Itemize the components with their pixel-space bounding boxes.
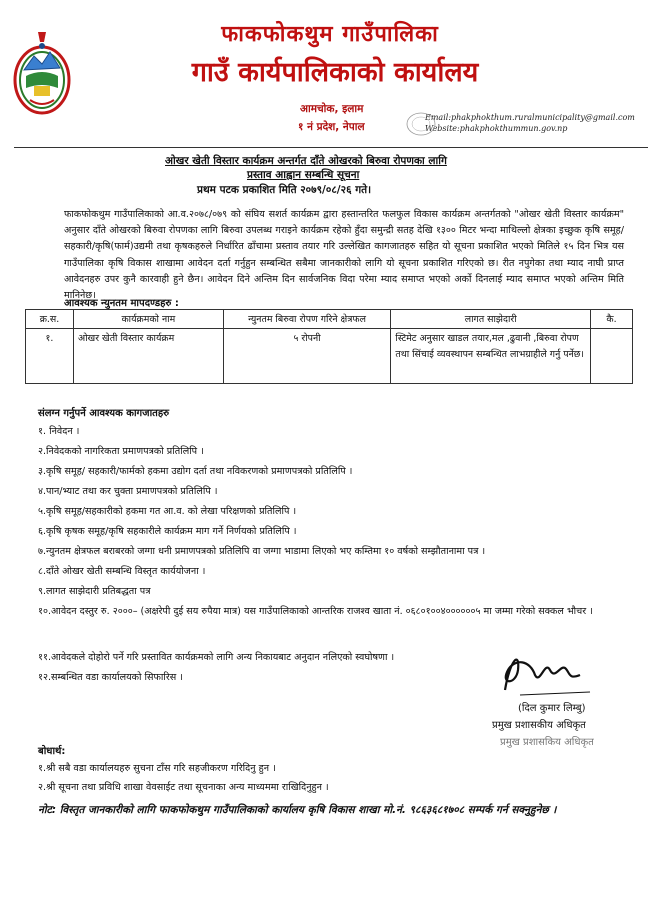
municipality-name: फाकफोकथुम गाउँपालिका bbox=[221, 21, 439, 47]
list-item: १०.आवेदन दस्तुर रु. २०००– (अक्षरेपी दुई सय रुपैया मात्र) यस गाउँपालिकाको आन्तरिक राजश्व खाता नं. ०६८०१००४००००००५ मा जम्मा गरेको सक्कल भौचर । bbox=[38, 606, 593, 617]
notice-body: फाकफोकथुम गाउँपालिकाको आ.व.२०७८/०७९ को संघिय सशर्त कार्यक्रम द्वारा हस्तान्तरित फलफुल विकास कार्यक्रम अन्तर्गतको "ओखर खेती विस्तार कार्यक्रम" अनुसार दाँते ओखरको बिरुवा रोपणका लागि बिरुवा उपलब्ध गराइने कार्यक्रम रहेको हुँदा समुन्द्री सतह देखि १३०० मिटर भन्दा माथिल्लो क्षेत्रका इच्छुक कृषि समूह/सहकारी/कृषि(फार्म)उद्यमी तथा कृषकहरुले निर्धारित ढाँचामा प्रस्ताव तयार गरि उल्लेखित कागजातहरु सहित यो सूचना प्रकाशित भएको मितिले १५ दिन भित्र यस गाउँपालिका कृषि विकास शाखामा आवेदन दर्ता गर्नुहुन सम्बन्धित सबैमा जानकारीको लागि यो सूचना प्रकाशित गरिएको छ। रीत नपुगेका तथा म्याद नाघी प्राप्त आवेदनहरु उपर कुनै कारवाही हुने छैन। आवेदन दिने अन्तिम दिन सार्वजनिक विदा परेमा म्याद समाप्त भएको अर्को दिनलाई म्याद समाप्त भएको अन्तिम मिति मानिनेछ। bbox=[64, 209, 625, 302]
table-header-row bbox=[26, 310, 633, 329]
list-item: ५.कृषि समूह/सहकारीको हकमा गत आ.व. को लेखा परिक्षणको प्रतिलिपि । bbox=[38, 506, 297, 517]
list-item: १२.सम्बन्धित वडा कार्यालयको सिफारिस । bbox=[38, 672, 183, 683]
header-divider bbox=[14, 147, 648, 148]
signature-icon bbox=[490, 640, 600, 700]
col-cost-sharing: लागत साझेदारी bbox=[391, 310, 591, 329]
col-sn: क्र.स. bbox=[26, 310, 74, 329]
table-row bbox=[26, 329, 633, 384]
email-text: Email:phakphokthum.ruralmunicipality@gmail.com bbox=[425, 113, 635, 122]
cell-remarks bbox=[591, 329, 633, 384]
list-item: ६.कृषि कृषक समूह/कृषि सहकारीले कार्यक्रम माग गर्ने निर्णयको प्रतिलिपि । bbox=[38, 526, 297, 537]
address-line-2: १ नं प्रदेश, नेपाल bbox=[298, 121, 365, 133]
cell-program: ओखर खेती विस्तार कार्यक्रम bbox=[73, 329, 223, 384]
website-text: Website:phakphokthummun.gov.np bbox=[425, 124, 568, 133]
list-item: ४.पान/भ्याट तथा कर चुक्ता प्रमाणपत्रको प्रतिलिपि । bbox=[38, 486, 218, 497]
office-title: गाउँ कार्यपालिकाको कार्यालय bbox=[191, 57, 479, 88]
list-item: २.श्री सूचना तथा प्रविधि शाखा वेवसाईट तथा सूचनाका अन्य माध्यममा राखिदिनुहुन । bbox=[38, 782, 329, 793]
list-item: १. निवेदन । bbox=[38, 426, 80, 437]
list-item: २.निवेदकको नागरिकता प्रमाणपत्रको प्रतिलिपि । bbox=[38, 446, 204, 457]
col-program: कार्यक्रमको नाम bbox=[73, 310, 223, 329]
signatory-name: (दिल कुमार लिम्बु) bbox=[518, 703, 586, 714]
col-remarks: कै. bbox=[591, 310, 633, 329]
bodharth-heading: बोधार्थ: bbox=[38, 746, 66, 757]
signatory-title: प्रमुख प्रशासकीय अधिकृत bbox=[492, 720, 586, 731]
criteria-heading: आवश्यक न्युनतम मापदण्डहरु : bbox=[64, 298, 179, 309]
publish-date: प्रथम पटक प्रकाशित मिति २०७९/०८/२६ गते। bbox=[197, 184, 372, 196]
notice-subtitle: प्रस्ताव आह्वान सम्बन्धि सूचना bbox=[247, 169, 360, 181]
list-item: ११.आवेदकले दोहोरो पर्ने गरि प्रस्तावित कार्यक्रमको लागि अन्य निकायबाट अनुदान नलिएको स्वघोषणा । bbox=[38, 652, 395, 663]
list-item: ७.न्युनतम क्षेत्रफल बराबरको जग्गा धनी प्रमाणपत्रको प्रतिलिपि वा जग्गा भाडामा लिएको भए कम्तिमा १० वर्षको सम्झौतानामा पत्र । bbox=[38, 546, 486, 557]
signatory-stamp: प्रमुख प्रशासकिय अधिकृत bbox=[500, 737, 594, 748]
list-item: १.श्री सबै वडा कार्यालयहरु सुचना टाँस गरि सहजीकरण गरिदिनु हुन । bbox=[38, 763, 276, 774]
address-line-1: आमचोक, इलाम bbox=[300, 103, 364, 115]
list-item: ९.लागत साझेदारी प्रतिबद्धता पत्र bbox=[38, 586, 151, 597]
cell-area: ५ रोपनी bbox=[223, 329, 391, 384]
documents-heading: संलग्न गर्नुपर्ने आवश्यक कागजातहरु bbox=[38, 408, 170, 419]
contact-note: नोट: विस्तृत जानकारीको लागि फाकफोकथुम गाउँपालिकाको कार्यालय कृषि विकास शाखा मो.नं. ९८६३६८१७०८ सम्पर्क गर्न सक्नुहुनेछ । bbox=[38, 804, 557, 816]
contact-info bbox=[425, 112, 635, 134]
office-stamp-icon bbox=[405, 110, 437, 138]
col-area: न्युनतम बिरुवा रोपण गरिने क्षेत्रफल bbox=[223, 310, 391, 329]
cell-sn: १. bbox=[26, 329, 74, 384]
notice-title: ओखर खेती विस्तार कार्यक्रम अन्तर्गत दाँते ओखरको बिरुवा रोपणका लागि bbox=[165, 155, 447, 167]
criteria-table bbox=[25, 309, 633, 384]
cell-cost-sharing: स्टिमेट अनुसार खाडल तयार,मल ,ढुवानी ,बिरुवा रोपण तथा सिंचाई व्यवस्थापन सम्बन्धित लाभग्राहीले गर्नु पर्नेछ। bbox=[391, 329, 591, 384]
list-item: ८.दाँते ओखर खेती सम्बन्धि विस्तृत कार्ययोजना । bbox=[38, 566, 206, 577]
nepal-emblem-icon bbox=[12, 28, 72, 116]
list-item: ३.कृषि समूह/ सहकारी/फार्मको हकमा उद्योग दर्ता तथा नविकरणको प्रमाणपत्रको प्रतिलिपि । bbox=[38, 466, 353, 477]
